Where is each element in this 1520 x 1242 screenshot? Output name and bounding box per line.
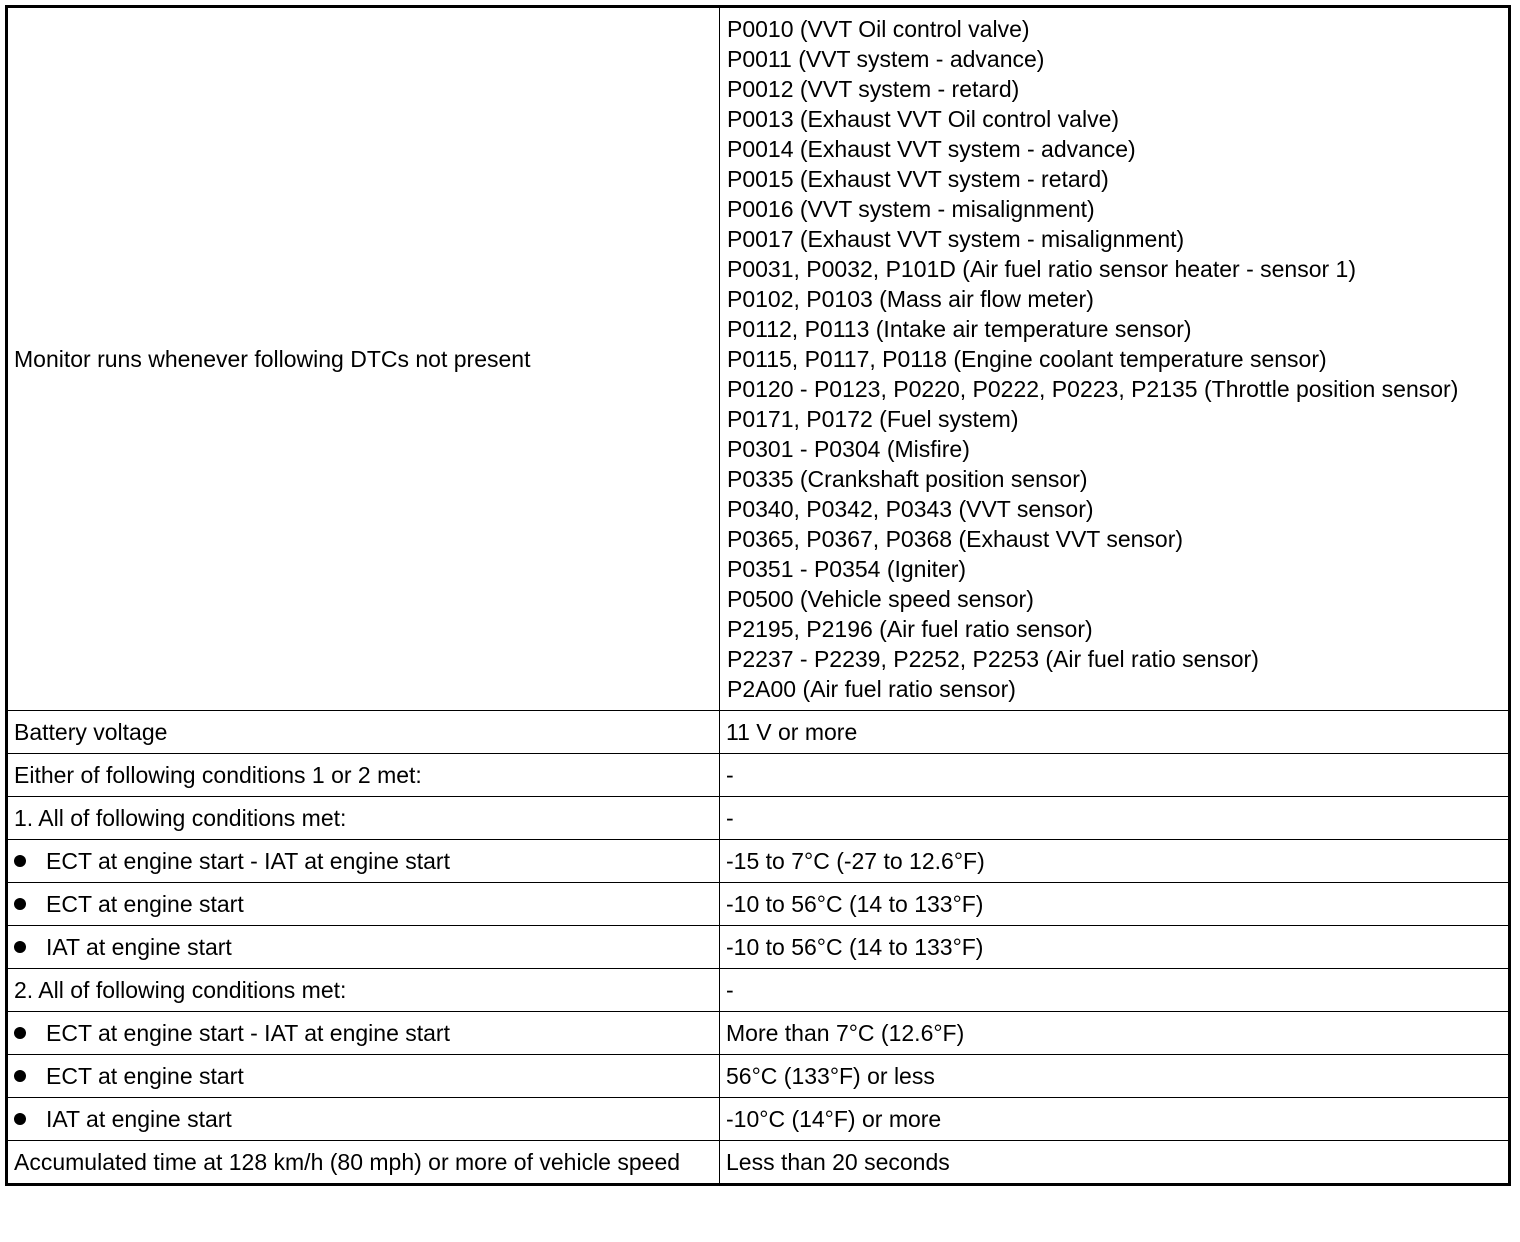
condition-label: Battery voltage bbox=[7, 711, 720, 754]
table-row bbox=[7, 840, 1510, 883]
bullet-icon bbox=[14, 855, 26, 867]
condition-label: ECT at engine start - IAT at engine start bbox=[46, 848, 450, 874]
condition-label: IAT at engine start bbox=[46, 934, 232, 960]
table-row bbox=[7, 711, 1510, 754]
sub-condition-cell bbox=[7, 1012, 720, 1055]
sub-condition-cell bbox=[7, 883, 720, 926]
dtc-code-item: P0351 - P0354 (Igniter) bbox=[727, 556, 967, 582]
condition-value: -10 to 56°C (14 to 133°F) bbox=[720, 926, 1510, 969]
condition-value: -15 to 7°C (-27 to 12.6°F) bbox=[720, 840, 1510, 883]
table-row bbox=[7, 883, 1510, 926]
dtc-code-item: P2195, P2196 (Air fuel ratio sensor) bbox=[727, 616, 1093, 642]
bullet-icon bbox=[14, 1113, 26, 1125]
condition-label: 1. All of following conditions met: bbox=[7, 797, 720, 840]
table-row bbox=[7, 1141, 1510, 1185]
dtc-code-item: P2A00 (Air fuel ratio sensor) bbox=[727, 676, 1016, 702]
condition-value: 11 V or more bbox=[720, 711, 1510, 754]
dtc-code-item: P0010 (VVT Oil control valve) bbox=[727, 16, 1030, 42]
dtc-code-item: P0340, P0342, P0343 (VVT sensor) bbox=[727, 496, 1094, 522]
condition-value: - bbox=[720, 969, 1510, 1012]
bullet-icon bbox=[14, 1027, 26, 1039]
table-row bbox=[7, 754, 1510, 797]
bullet-icon bbox=[14, 1070, 26, 1082]
condition-label: 2. All of following conditions met: bbox=[7, 969, 720, 1012]
dtc-code-item: P0012 (VVT system - retard) bbox=[727, 76, 1020, 102]
dtc-code-item: P0115, P0117, P0118 (Engine coolant temperature sensor) bbox=[727, 346, 1327, 372]
monitor-conditions-table bbox=[5, 5, 1511, 1186]
condition-label: Accumulated time at 128 km/h (80 mph) or more of vehicle speed bbox=[7, 1141, 720, 1185]
dtc-row-label: Monitor runs whenever following DTCs not present bbox=[7, 7, 720, 711]
dtc-code-item: P0016 (VVT system - misalignment) bbox=[727, 196, 1095, 222]
dtc-code-item: P0335 (Crankshaft position sensor) bbox=[727, 466, 1088, 492]
dtc-code-item: P0031, P0032, P101D (Air fuel ratio sensor heater - sensor 1) bbox=[727, 256, 1357, 282]
sub-condition-cell bbox=[7, 926, 720, 969]
table-body bbox=[7, 7, 1510, 1185]
dtc-code-item: P0301 - P0304 (Misfire) bbox=[727, 436, 970, 462]
dtc-code-item: P0102, P0103 (Mass air flow meter) bbox=[727, 286, 1094, 312]
bullet-icon bbox=[14, 941, 26, 953]
condition-value: -10 to 56°C (14 to 133°F) bbox=[720, 883, 1510, 926]
table-row-dtc-prerequisites bbox=[7, 7, 1510, 711]
table-row bbox=[7, 797, 1510, 840]
dtc-code-item: P0500 (Vehicle speed sensor) bbox=[727, 586, 1034, 612]
sub-condition-cell bbox=[7, 1098, 720, 1141]
dtc-code-item: P2237 - P2239, P2252, P2253 (Air fuel ratio sensor) bbox=[727, 646, 1259, 672]
table-row bbox=[7, 1098, 1510, 1141]
bullet-icon bbox=[14, 898, 26, 910]
condition-value: 56°C (133°F) or less bbox=[720, 1055, 1510, 1098]
condition-label: IAT at engine start bbox=[46, 1106, 232, 1132]
table-row bbox=[7, 1055, 1510, 1098]
condition-label: Either of following conditions 1 or 2 met: bbox=[7, 754, 720, 797]
table-row bbox=[7, 926, 1510, 969]
dtc-code-item: P0171, P0172 (Fuel system) bbox=[727, 406, 1019, 432]
sub-condition-cell bbox=[7, 840, 720, 883]
condition-label: ECT at engine start - IAT at engine start bbox=[46, 1020, 450, 1046]
dtc-code-item: P0015 (Exhaust VVT system - retard) bbox=[727, 166, 1109, 192]
dtc-code-item: P0120 - P0123, P0220, P0222, P0223, P2135 (Throttle position sensor) bbox=[727, 376, 1459, 402]
condition-value: - bbox=[720, 754, 1510, 797]
table-row bbox=[7, 969, 1510, 1012]
dtc-code-item: P0017 (Exhaust VVT system - misalignment) bbox=[727, 226, 1185, 252]
dtc-code-item: P0013 (Exhaust VVT Oil control valve) bbox=[727, 106, 1120, 132]
condition-value: Less than 20 seconds bbox=[720, 1141, 1510, 1185]
condition-value: - bbox=[720, 797, 1510, 840]
condition-label: ECT at engine start bbox=[46, 1063, 244, 1089]
dtc-code-list bbox=[720, 7, 1510, 711]
dtc-code-item: P0112, P0113 (Intake air temperature sensor) bbox=[727, 316, 1192, 342]
condition-value: More than 7°C (12.6°F) bbox=[720, 1012, 1510, 1055]
condition-label: ECT at engine start bbox=[46, 891, 244, 917]
dtc-code-item: P0011 (VVT system - advance) bbox=[727, 46, 1045, 72]
table-row bbox=[7, 1012, 1510, 1055]
dtc-code-item: P0014 (Exhaust VVT system - advance) bbox=[727, 136, 1136, 162]
condition-value: -10°C (14°F) or more bbox=[720, 1098, 1510, 1141]
dtc-code-item: P0365, P0367, P0368 (Exhaust VVT sensor) bbox=[727, 526, 1184, 552]
sub-condition-cell bbox=[7, 1055, 720, 1098]
